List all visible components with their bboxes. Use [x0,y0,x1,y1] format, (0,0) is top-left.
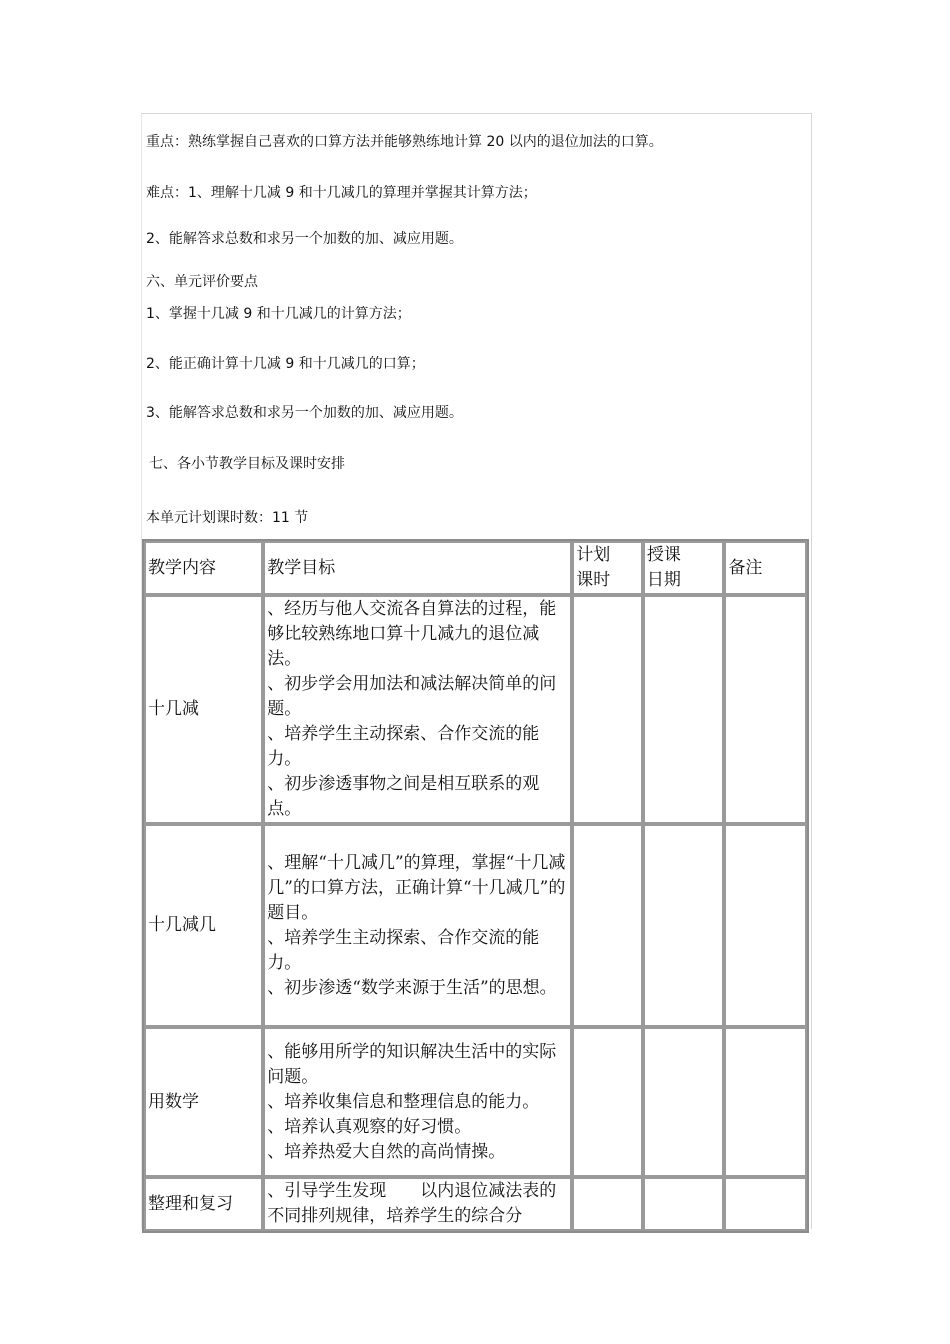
row-goals [263,824,572,1027]
row-content: 十几减几 [144,824,263,1027]
goal-item: 、理解“十几减几”的算理，掌握“十几减几”的口算方法，正确计算“十几减几”的题目。 [267,852,566,923]
table-row [144,1177,807,1231]
row-goals [263,1027,572,1177]
row-date [643,824,725,1027]
table-header-row [144,541,807,595]
row-date [643,1027,725,1177]
evaluation-point-3: 3、能解答求总数和求另一个加数的加、减应用题。 [146,405,463,421]
header-teaching-date-line1: 授课 [646,545,681,565]
goal-item: 、培养学生主动探索、合作交流的能力。 [267,724,540,769]
goal-item: 、引导学生发现 以内退位减法表的不同排列规律，培养学生的综合分 [267,1181,557,1226]
table-row [144,1027,807,1177]
row-date [643,1177,725,1231]
header-teaching-date [643,541,725,595]
row-hours [572,824,643,1027]
header-notes: 备注 [724,541,807,595]
goal-item: 、培养热爱大自然的高尚情操。 [267,1141,506,1162]
row-content: 用数学 [144,1027,263,1177]
header-goals: 教学目标 [263,541,572,595]
row-goals [263,1177,572,1231]
key-point-text: 重点：熟练掌握自己喜欢的口算方法并能够熟练地计算 20 以内的退位加法的口算。 [146,134,663,150]
evaluation-point-1: 1、掌握十几减 9 和十几减几的计算方法； [146,306,411,322]
goal-item: 、能够用所学的知识解决生活中的实际问题。 [267,1041,557,1087]
goal-item: 、初步渗透事物之间是相互联系的观点。 [267,774,540,819]
header-content: 教学内容 [144,541,263,595]
row-notes [724,1027,807,1177]
row-content: 十几减 [144,595,263,824]
header-teaching-date-line2: 日期 [646,570,681,590]
difficulty-text-2: 2、能解答求总数和求另一个加数的加、减应用题。 [146,231,463,247]
difficulty-text-1: 难点：1、理解十几减 9 和十几减几的算理并掌握其计算方法； [146,185,537,201]
header-planned-hours-line1: 计划 [576,545,611,565]
row-goals [263,595,572,824]
goal-item: 、培养收集信息和整理信息的能力。 [267,1091,540,1112]
row-notes [724,1177,807,1231]
header-planned-hours-line2: 课时 [576,570,611,590]
row-date [643,595,725,824]
goal-item: 、经历与他人交流各自算法的过程，能够比较熟练地口算十几减九的退位减法。 [267,599,557,669]
row-hours [572,1027,643,1177]
section-6-title: 六、单元评价要点 [146,274,258,290]
total-hours-text: 本单元计划课时数：11 节 [146,510,309,526]
lesson-plan-table [142,539,809,1233]
header-planned-hours [572,541,643,595]
table-row [144,595,807,824]
goal-item: 、培养学生主动探索、合作交流的能力。 [267,927,540,973]
evaluation-point-2: 2、能正确计算十几减 9 和十几减几的口算； [146,356,425,372]
row-hours [572,1177,643,1231]
section-7-title: 七、各小节教学目标及课时安排 [149,456,345,472]
table-row [144,824,807,1027]
goal-item: 、培养认真观察的好习惯。 [267,1116,472,1137]
row-notes [724,824,807,1027]
row-content: 整理和复习 [144,1177,263,1231]
row-notes [724,595,807,824]
goal-item: 、初步学会用加法和减法解决简单的问题。 [267,674,557,719]
row-hours [572,595,643,824]
goal-item: 、初步渗透“数学来源于生活”的思想。 [267,977,557,998]
